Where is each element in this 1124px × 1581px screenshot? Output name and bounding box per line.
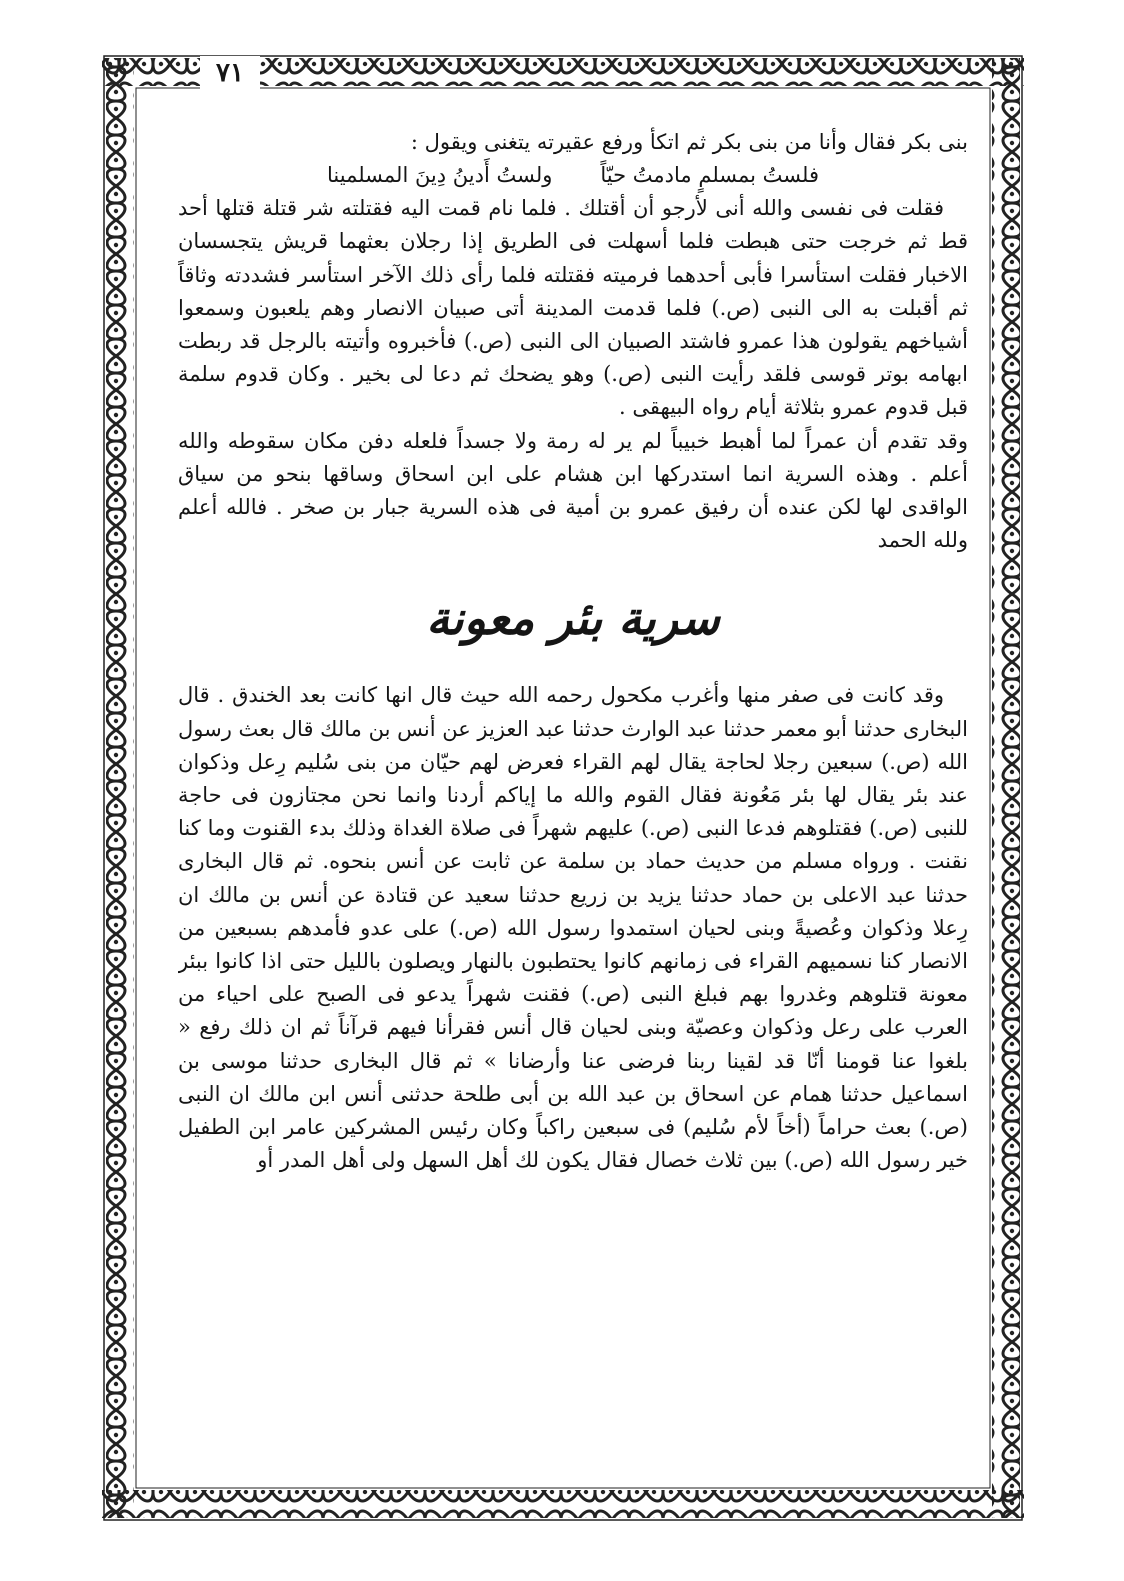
verse-hemistich-left: ولستُ أَدينُ دِينَ المسلمينا bbox=[327, 163, 553, 188]
page-content bbox=[178, 126, 968, 1511]
poetry-verse bbox=[178, 159, 968, 192]
verse-hemistich-right: فلستُ بمسلمٍ مادمتُ حيّاً bbox=[600, 163, 820, 188]
body-paragraph: وقد كانت فى صفر منها وأغرب مكحول رحمه الله حيث قال انها كانت بعد الخندق . قال البخارى حدثنا أبو معمر حدثنا عبد الوارث حدثنا عبد العزيز عن أنس بن مالك قال بعث رسول الله (ص.) سبعين رجلا لحاجة يقال لهم القراء فعرض لهم حيّان من بنى سُليم رِعل وذكوان عند بئر يقال لها بئر مَعُونة فقال القوم والله ما إياكم أردنا وانما نحن مجتازون فى حاجة للنبى (ص.) فقتلوهم فدعا النبى (ص.) عليهم شهراً فى صلاة الغداة وذلك بدء القنوت وما كنا نقنت . ورواه مسلم من حديث حماد بن سلمة عن ثابت عن أنس بنحوه. ثم قال البخارى حدثنا عبد الاعلى بن حماد حدثنا يزيد بن زريع حدثنا سعيد عن قتادة عن أنس بن مالك ان رِعلا وذكوان وعُصيةً وبنى لحيان استمدوا رسول الله (ص.) على عدو فأمدهم بسبعين من الانصار كنا نسميهم القراء فى زمانهم كانوا يحتطبون بالنهار ويصلون بالليل حتى اذا كانوا ببئر معونة قتلوهم وغدروا بهم فبلغ النبى (ص.) فقنت شهراً يدعو فى الصبح على احياء من العرب على رعل وذكوان وعصيّة وبنى لحيان قال أنس فقرأنا فيهم قرآناً ثم ان ذلك رفع « بلغوا عنا قومنا أنّا قد لقينا ربنا فرضى عنا وأرضانا » ثم قال البخارى حدثنا موسى بن اسماعيل حدثنا همام عن اسحاق بن عبد الله بن أبى طلحة حدثنى أنس ابن مالك ان النبى (ص.) بعث حراماً (أخاً لأم سُليم) فى سبعين راكباً وكان رئيس المشركين عامر ابن الطفيل خير رسول الله (ص.) بين ثلاث خصال فقال يكون لك أهل السهل ولى أهل المدر أو bbox=[178, 683, 968, 1173]
page-number: ٧١ bbox=[200, 56, 260, 90]
intro-line: بنى بكر فقال وأنا من بنى بكر ثم اتكأ ورفع عقيرته يتغنى ويقول : bbox=[410, 130, 968, 154]
section-heading: سرية بئر معونة bbox=[426, 591, 720, 646]
body-paragraph: فقلت فى نفسى والله أنى لأرجو أن أقتلك . فلما نام قمت اليه فقتلته شر قتلة قتلها أحد قط ثم خرجت حتى هبطت فلما أسهلت فى الطريق إذا رجلان بعثهما قريش يتجسسان الاخبار فقلت استأسرا فأبى أحدهما فرميته فقتلته فلما رأى ذلك الآخر استأسر فشددته وثاقاً ثم أقبلت به الى النبى (ص.) فلما قدمت المدينة أتى صبيان الانصار وهم يلعبون وسمعوا أشياخهم يقولون هذا عمرو فاشتد الصبيان الى النبى (ص.) فأخبروه وأتيته بالرجل قد ربطت ابهامه بوتر قوسى فلقد رأيت النبى (ص.) وهو يضحك ثم دعا لى بخير . وكان قدوم سلمة قبل قدوم عمرو بثلاثة أيام رواه البيهقى . bbox=[178, 196, 968, 420]
body-paragraph: وقد تقدم أن عمراً لما أهبط خبيباً لم ير له رمة ولا جسداً فلعله دفن مكان سقوطه والله أعلم . وهذه السرية انما استدركها ابن هشام على ابن اسحاق وساقها بنحو من سياق الواقدى لها لكن عنده أن رفيق عمرو بن أمية فى هذه السرية جبار بن صخر . فالله أعلم ولله الحمد bbox=[178, 428, 968, 553]
